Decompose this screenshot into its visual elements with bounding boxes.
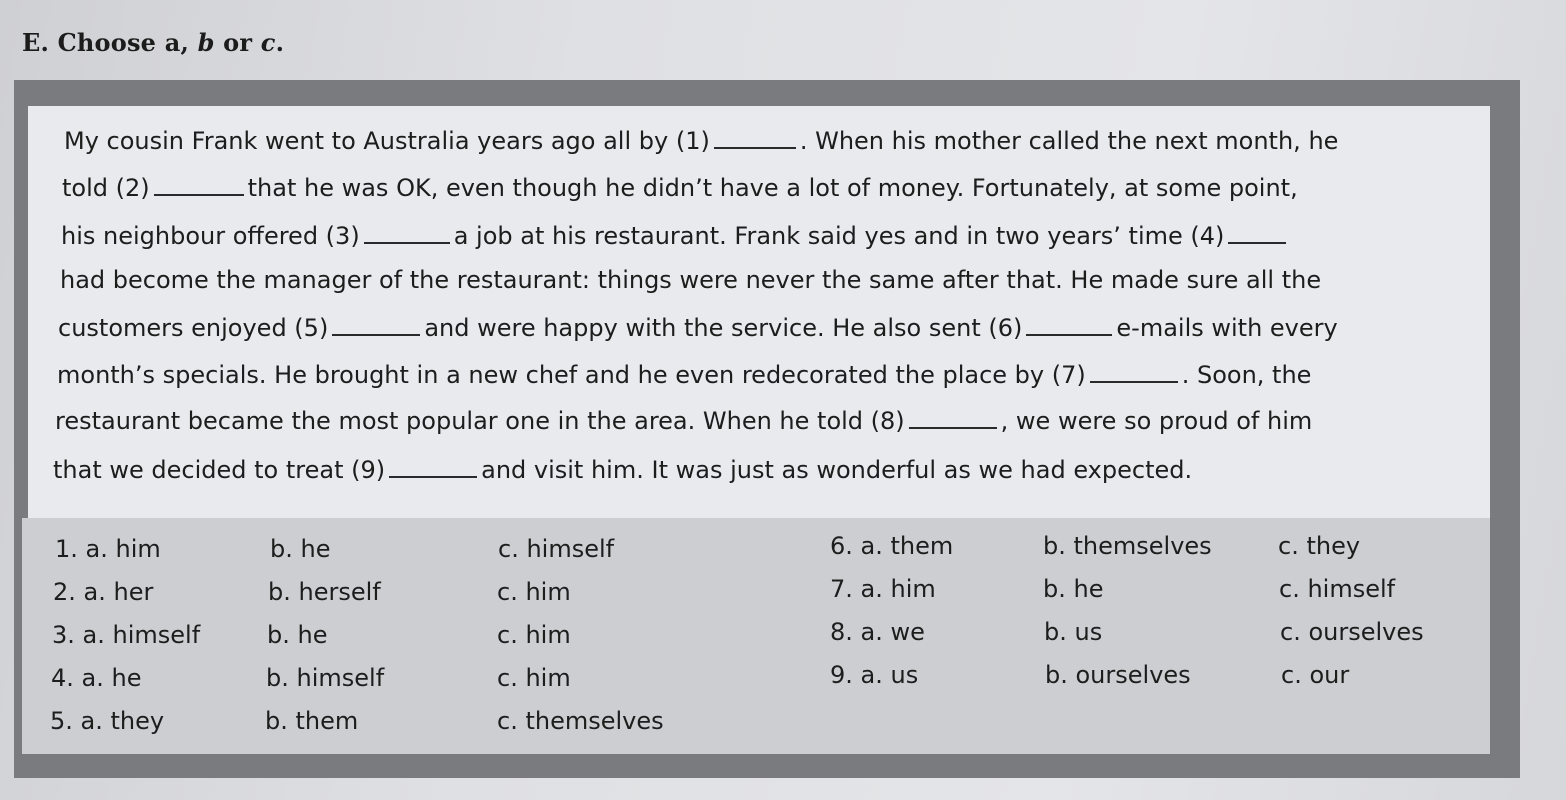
passage-line-4 — [60, 266, 1321, 294]
option-2c[interactable]: c. him — [497, 578, 571, 606]
passage-text-segment: that he was OK, even though he didn’t have a lot of money. Fortunately, at some point, — [247, 174, 1298, 202]
passage-line-7 — [55, 407, 1312, 435]
option-8a[interactable]: 8. a. we — [830, 618, 925, 646]
passage-text-segment: that we decided to treat (9) — [53, 456, 386, 484]
blank-3[interactable] — [364, 238, 450, 244]
option-8c[interactable]: c. ourselves — [1280, 618, 1424, 646]
passage-text-segment: My cousin Frank went to Australia years ago all by (1) — [64, 127, 710, 155]
passage-line-5 — [58, 314, 1338, 342]
option-7c[interactable]: c. himself — [1279, 575, 1396, 603]
option-8b[interactable]: b. us — [1044, 618, 1103, 646]
option-6b[interactable]: b. themselves — [1043, 532, 1212, 560]
option-3a[interactable]: 3. a. himself — [52, 621, 201, 649]
passage-text-segment: . When his mother called the next month, he — [799, 127, 1339, 155]
passage-text-segment: his neighbour offered (3) — [61, 222, 360, 250]
passage-line-1 — [64, 127, 1338, 155]
option-4a[interactable]: 4. a. he — [51, 664, 142, 692]
heading-option-c: c — [260, 28, 276, 57]
option-1c[interactable]: c. himself — [498, 535, 615, 563]
blank-4[interactable] — [1228, 238, 1286, 244]
passage-text-segment: and were happy with the service. He also sent (6) — [424, 314, 1023, 342]
option-4b[interactable]: b. himself — [266, 664, 385, 692]
blank-7[interactable] — [1090, 377, 1178, 383]
option-9b[interactable]: b. ourselves — [1045, 661, 1191, 689]
passage-text-segment: , we were so proud of him — [1000, 407, 1313, 435]
heading-prefix: E. Choose a, — [22, 28, 198, 57]
blank-1[interactable] — [714, 143, 796, 149]
blank-2[interactable] — [154, 190, 244, 196]
option-5b[interactable]: b. them — [265, 707, 359, 735]
heading-or: or — [214, 28, 261, 57]
blank-9[interactable] — [389, 472, 477, 478]
passage-text-segment: customers enjoyed (5) — [58, 314, 329, 342]
option-7a[interactable]: 7. a. him — [830, 575, 936, 603]
passage-text-segment: a job at his restaurant. Frank said yes and in two years’ time (4) — [453, 222, 1225, 250]
heading-suffix: . — [275, 28, 285, 57]
option-6a[interactable]: 6. a. them — [830, 532, 954, 560]
blank-6[interactable] — [1026, 330, 1112, 336]
passage-line-6 — [57, 361, 1311, 389]
option-9a[interactable]: 9. a. us — [830, 661, 919, 689]
passage-line-2 — [62, 174, 1298, 202]
blank-8[interactable] — [909, 423, 997, 429]
blank-5[interactable] — [332, 330, 420, 336]
heading-option-b: b — [197, 28, 215, 57]
passage-text-segment: had become the manager of the restaurant: things were never the same after that. He made sure all the — [60, 266, 1322, 294]
option-1b[interactable]: b. he — [270, 535, 331, 563]
option-6c[interactable]: c. they — [1278, 532, 1361, 560]
passage-text-segment: month’s specials. He brought in a new chef and he even redecorated the place by (7) — [57, 361, 1086, 389]
option-2b[interactable]: b. herself — [268, 578, 381, 606]
passage-text-segment: restaurant became the most popular one in the area. When he told (8) — [55, 407, 905, 435]
passage-text-segment: . Soon, the — [1181, 361, 1312, 389]
option-5c[interactable]: c. themselves — [497, 707, 664, 735]
passage-text-segment: told (2) — [62, 174, 150, 202]
passage-line-3 — [61, 222, 1290, 250]
option-1a[interactable]: 1. a. him — [55, 535, 161, 563]
option-7b[interactable]: b. he — [1043, 575, 1104, 603]
option-4c[interactable]: c. him — [497, 664, 571, 692]
option-5a[interactable]: 5. a. they — [50, 707, 165, 735]
option-9c[interactable]: c. our — [1281, 661, 1350, 689]
passage-line-8 — [53, 456, 1192, 484]
passage-text-segment: and visit him. It was just as wonderful as we had expected. — [481, 456, 1193, 484]
passage-text-segment: e-mails with every — [1116, 314, 1338, 342]
option-2a[interactable]: 2. a. her — [53, 578, 154, 606]
option-3c[interactable]: c. him — [497, 621, 571, 649]
option-3b[interactable]: b. he — [267, 621, 328, 649]
